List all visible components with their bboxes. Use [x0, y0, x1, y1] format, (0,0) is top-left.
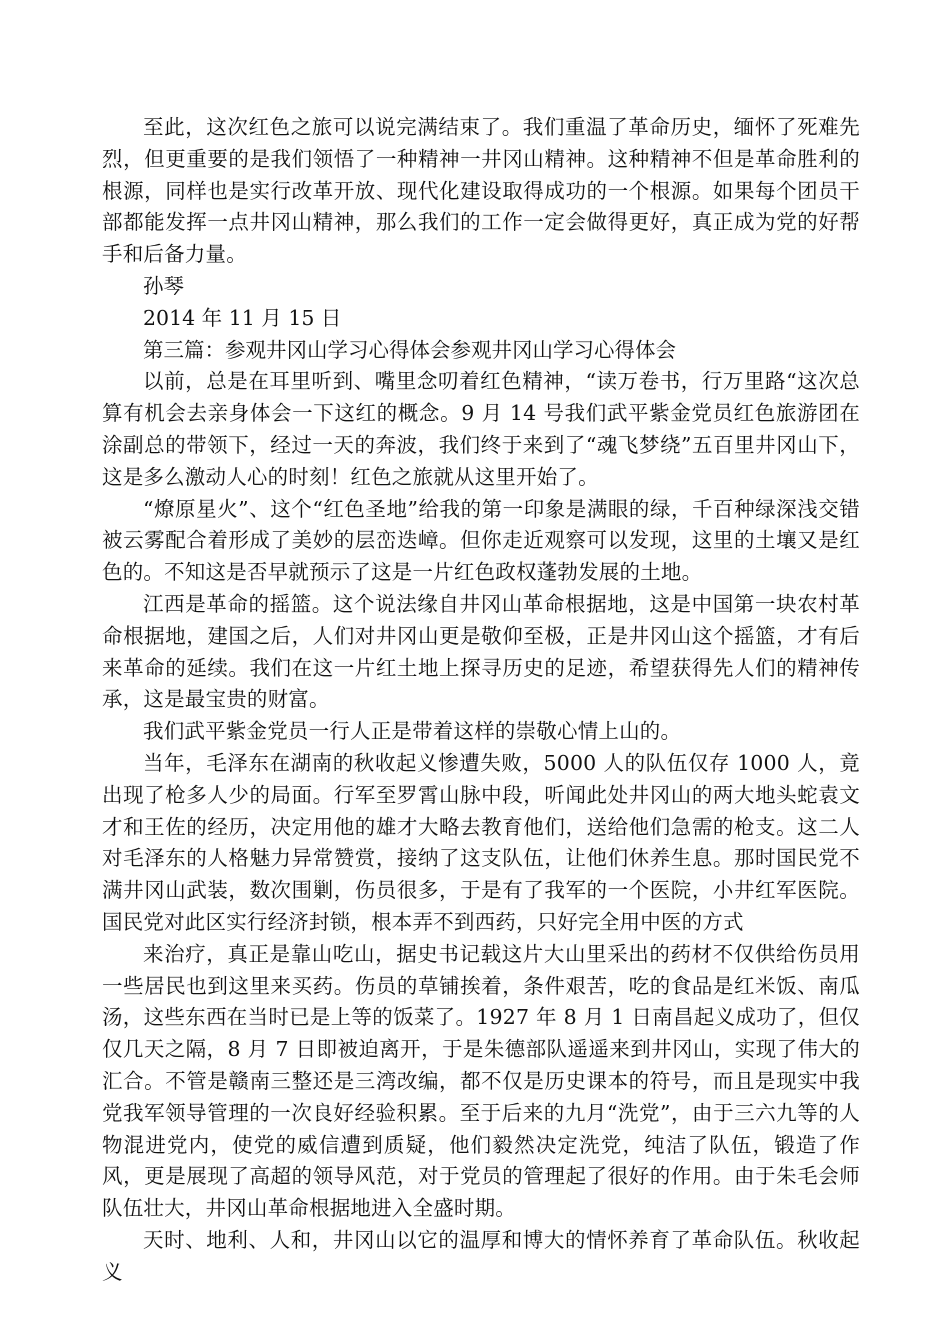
- document-body: [102, 112, 860, 1288]
- paragraph-treatment: 来治疗，真正是靠山吃山，据史书记载这片大山里采出的药材不仅供给伤员用一些居民也到这里来买药。伤员的草铺挨着，条件艰苦，吃的食品是红米饭、南瓜汤，这些东西在当时已是上等的饭菜了。1927 年 8 月 1 日南昌起义成功了，但仅仅几天之隔，8 月 7 日即被迫离开，于是朱德部队遥遥来到井冈山，实现了伟大的汇合。不管是赣南三整还是三湾改编，都不仅是历史课本的符号，而且是现实中我党我军领导管理的一次良好经验积累。至于后来的九月“洗党”，由于三六九等的人物混进党内，使党的威信遭到质疑，他们毅然决定洗党，纯洁了队伍，锻造了作风，更是展现了高超的领导风范，对于党员的管理起了很好的作用。由于朱毛会师队伍壮大，井冈山革命根据地进入全盛时期。: [102, 941, 860, 1221]
- paragraph-first-impression: “燎原星火”、这个“红色圣地”给我的第一印象是满眼的绿，千百种绿深浅交错被云雾配合着形成了美妙的层峦迭嶂。但你走近观察可以发现，这里的土壤又是红色的。不知这是否早就预示了这是一片红色政权蓬勃发展的土地。: [102, 496, 860, 585]
- paragraph-closing-fragment: 天时、地利、人和，井冈山以它的温厚和博大的情怀养育了革命队伍。秋收起义: [102, 1227, 860, 1284]
- paragraph-jiangxi-cradle: 江西是革命的摇篮。这个说法缘自井冈山革命根据地，这是中国第一块农村革命根据地，建国之后，人们对井冈山更是敬仰至极，正是井冈山这个摇篮，才有后来革命的延续。我们在这一片红土地上探寻历史的足迹，希望获得先人们的精神传承，这是最宝贵的财富。: [102, 591, 860, 712]
- paragraph-history: 当年，毛泽东在湖南的秋收起义惨遭失败，5000 人的队伍仅存 1000 人，竟出现了枪多人少的局面。行军至罗霄山脉中段，听闻此处井冈山的两大地头蛇袁文才和王佐的经历，决定用他的雄才大略去教育他们，送给他们急需的枪支。这二人对毛泽东的人格魅力异常赞赏，接纳了这支队伍，让他们休养生息。那时国民党不满井冈山武装，数次围剿，伤员很多，于是有了我军的一个医院，小井红军医院。国民党对此区实行经济封锁，根本弄不到西药，只好完全用中医的方式: [102, 750, 860, 934]
- document-date: 2014 年 11 月 15 日: [143, 305, 342, 330]
- section-heading: 第三篇：参观井冈山学习心得体会参观井冈山学习心得体会: [143, 337, 676, 362]
- paragraph-intro: 以前，总是在耳里听到、嘴里念叨着红色精神，“读万卷书，行万里路“这次总算有机会去亲身体会一下这红的概念。9 月 14 号我们武平紫金党员红色旅游团在涂副总的带领下，经过一天的奔波，我们终于来到了“魂飞梦绕”五百里井冈山下，这是多么激动人心的时刻！红色之旅就从这里开始了。: [102, 369, 860, 489]
- paragraph-conclusion: 至此，这次红色之旅可以说完满结束了。我们重温了革命历史，缅怀了死难先烈，但更重要的是我们领悟了一种精神一井冈山精神。这种精神不但是革命胜利的根源，同样也是实行改革开放、现代化建设取得成功的一个根源。如果每个团员干部都能发挥一点井冈山精神，那么我们的工作一定会做得更好，真正成为党的好帮手和后备力量。: [102, 115, 860, 267]
- author-name: 孙琴: [143, 273, 184, 298]
- paragraph-journey-up: 我们武平紫金党员一行人正是带着这样的崇敬心情上山的。: [143, 719, 682, 744]
